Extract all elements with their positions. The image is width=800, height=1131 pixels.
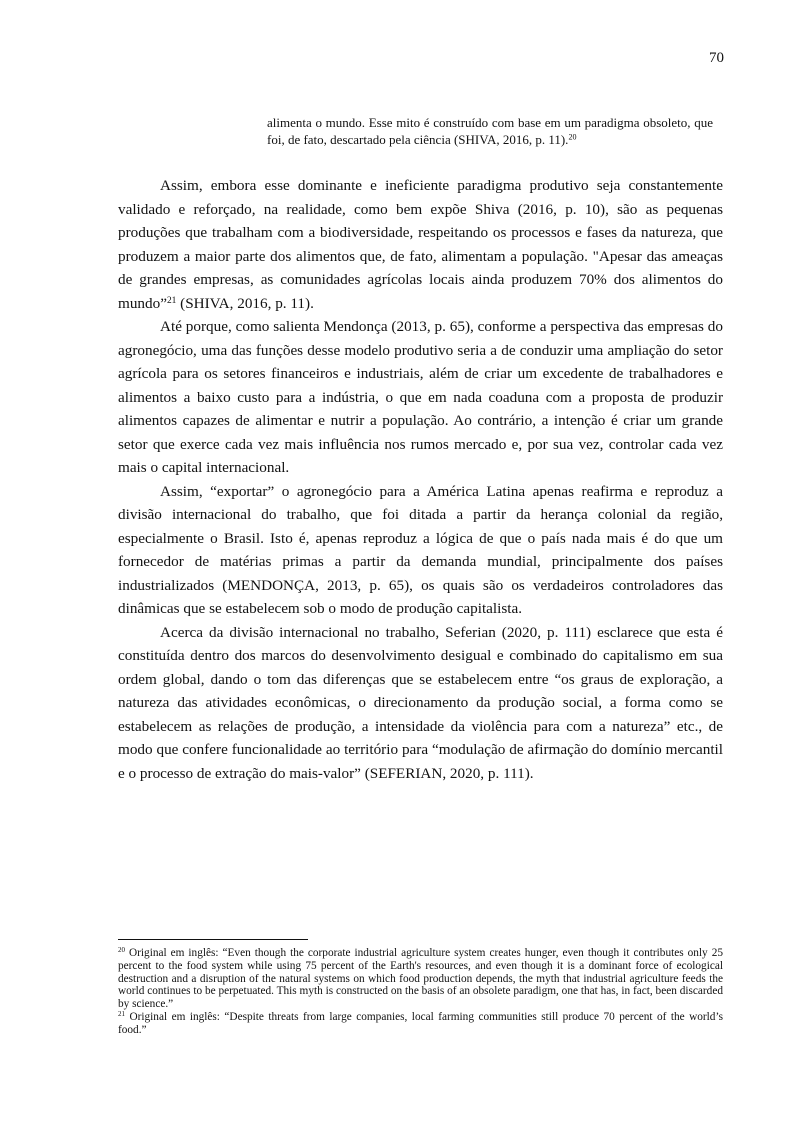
footnote-21-text: Original em inglês: “Despite threats from large companies, local farming communities still produce 70 percent of the world’s food.” [118,1010,723,1036]
footnote-20-number: 20 [118,946,125,955]
footnotes [118,947,723,1037]
footnote-21-number: 21 [118,1010,125,1019]
paragraph-4: Acerca da divisão internacional no trabalho, Seferian (2020, p. 111) esclarece que esta é constituída dentro dos marcos do desenvolvimento desigual e combinado do capitalismo em sua ordem global, dando o tom das diferenças que se estabelecem entre “os graus de exploração, a natureza das atividades econômicas, o direcionamento da produção social, a forma como se estabelecem as relações de produção, a intensidade da violência para com a natureza” etc., de modo que confere funcionalidade ao território para “modulação de afirmação do domínio mercantil e o processo de extração do mais-valor” (SEFERIAN, 2020, p. 111). [118,623,723,782]
paragraph-3: Assim, “exportar” o agronegócio para a América Latina apenas reafirma e reproduz a divisão internacional do trabalho, que foi ditada a partir da herança colonial da região, especialmente o Brasil. Isto é, apenas reproduz a lógica de que o país nada mais é do que um fornecedor de matérias primas a partir da demanda mundial, principalmente dos países industrializados (MENDONÇA, 2013, p. 65), os quais são os verdadeiros controladores das dinâmicas que se estabelecem sob o modo de produção capitalista. [118,482,723,617]
paragraph-1 [118,174,723,315]
paragraph-1-text-a: Assim, embora esse dominante e ineficiente paradigma produtivo seja constantemente validado e reforçado, na realidade, como bem expõe Shiva (2016, p. 10), são as pequenas produções que trabalham com a biodiversidade, respeitando os processos e fases da natureza, que produzem a maior parte dos alimentos que, de fato, alimentam a população. "Apesar das ameaças de grandes empresas, as comunidades agrícolas locais ainda produzem 70% dos alimentos do mundo” [118,177,723,312]
paragraph-2: Até porque, como salienta Mendonça (2013, p. 65), conforme a perspectiva das empresas do agronegócio, uma das funções desse modelo produtivo seria a de conduzir uma ampliação do setor agrícola para os setores financeiros e industriais, além de criar um excedente de trabalhadores e alimentos a baixo custo para a indústria, o que em nada coaduna com a proposta de produzir alimentos capazes de alimentar e nutrir a população. Ao contrário, a intenção é criar um grande setor que exerce cada vez mais influência nos rumos mercado e, por sua vez, controlar cada vez mais o capital internacional. [118,318,723,476]
paragraph-1-text-b: (SHIVA, 2016, p. 11). [176,294,314,312]
block-quote-text: alimenta o mundo. Esse mito é construído com base em um paradigma obsoleto, que foi, de fato, descartado pela ciência (SHIVA, 2016, p. 11). [267,115,713,147]
body-text [118,174,723,785]
footnote-21 [118,1011,723,1037]
footnote-ref-20[interactable]: 20 [568,132,577,142]
footnote-20-text: Original em inglês: “Even though the corporate industrial agriculture system creates hunger, even though it contributes only 25 percent to the food system while using 75 percent of the Earth's resources, and even though it is a dominant force of ecological destruction and a disruption of the natural systems on which food production depends, the myth that industrial agriculture feeds the world continues to be perpetuated. This myth is constructed on the basis of an obsolete paradigm, one that has, in fact, been discarded by science.” [118,947,723,1011]
footnote-divider [118,939,308,940]
footnote-ref-21[interactable]: 21 [166,295,177,306]
block-quote [267,114,713,148]
page-number: 70 [709,50,724,66]
footnote-20 [118,947,723,1011]
